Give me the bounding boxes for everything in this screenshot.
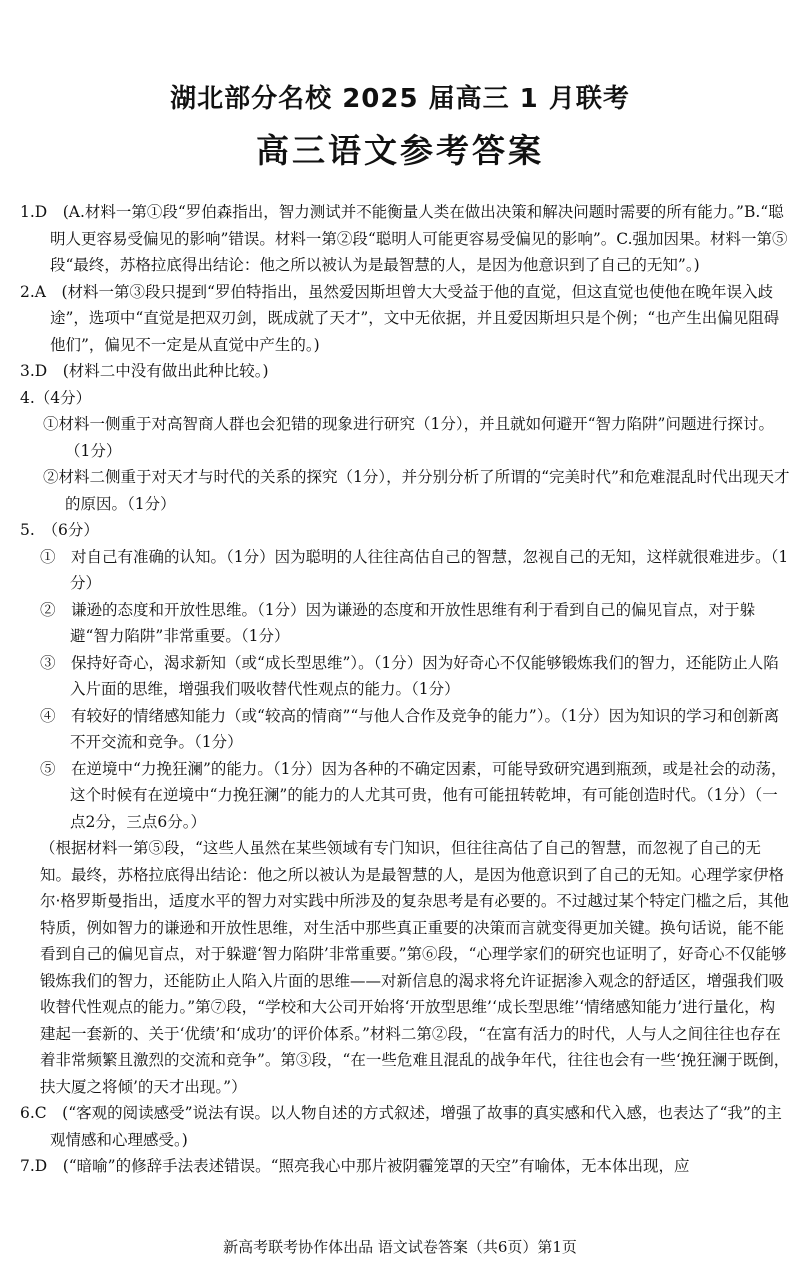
point-marker: ④ bbox=[40, 706, 56, 725]
point-marker: ⑤ bbox=[40, 759, 56, 778]
answer-4-point-1: ①材料一侧重于对高智商人群也会犯错的现象进行研究（1分），并且就如何避开“智力陷阱”问题进行探讨。（1分） bbox=[43, 415, 774, 460]
answer-body bbox=[20, 199, 790, 1180]
answer-3: 3.D (材料二中没有做出此种比较。) bbox=[20, 362, 269, 380]
point-text: 保持好奇心，渴求新知（或“成长型思维”）。（1分）因为好奇心不仅能够锻炼我们的智力，还能防止人陷入片面的思维，增强我们吸收替代性观点的能力。（1分） bbox=[70, 653, 779, 698]
page-footer: 新高考联考协作体出品 语文试卷答案（共6页）第1页 bbox=[223, 1238, 577, 1256]
answer-5-point-4 bbox=[20, 703, 790, 756]
answer-2: 2.A (材料一第③段只提到“罗伯特指出，虽然爱因斯坦曾大大受益于他的直觉，但这直觉也使他在晚年误入歧途”，选项中“直觉是把双刃剑，既成就了天才”，文中无依据，并且爱因斯坦只是个例；“也产生出偏见阻碍他们”，偏见不一定是从直觉中产生的。) bbox=[20, 282, 780, 354]
answer-6: 6.C (“客观的阅读感受”说法有误。以人物自述的方式叙述，增强了故事的真实感和代入感，也表达了“我”的主观情感和心理感受。) bbox=[20, 1104, 782, 1149]
point-marker: ② bbox=[40, 600, 56, 619]
answer-1: 1.D (A.材料一第①段“罗伯森指出，智力测试并不能衡量人类在做出决策和解决问题时需要的所有能力。”B.“聪明人更容易受偏见的影响”错误。材料一第②段“聪明人可能更容易受偏见的影响”。C.强加因果。材料一第⑤段“最终，苏格拉底得出结论：他之所以被认为是最智慧的人，是因为他意识到了自己的无知”。) bbox=[20, 203, 788, 274]
point-text: 有较好的情绪感知能力（或“较高的情商”“与他人合作及竞争的能力”）。（1分）因为知识的学习和创新离不开交流和竞争。（1分） bbox=[70, 706, 780, 751]
point-text: 在逆境中“力挽狂澜”的能力。（1分）因为各种的不确定因素，可能导致研究遇到瓶颈，或是社会的动荡，这个时候有在逆境中“力挽狂澜”的能力的人尤其可贵，他有可能扭转乾坤，有可能创造时代。（1分）（一点2分，三点6分。） bbox=[70, 759, 787, 831]
answer-7: 7.D (“暗喻”的修辞手法表述错误。“照亮我心中那片被阴霾笼罩的天空”有喻体，无本体出现，应 bbox=[20, 1157, 690, 1175]
answer-4-point-2: ②材料二侧重于对天才与时代的关系的探究（1分），并分别分析了所谓的“完美时代”和危难混乱时代出现天才的原因。（1分） bbox=[43, 468, 790, 513]
answer-5-point-3 bbox=[20, 650, 790, 703]
answer-5-heading: 5. （6分） bbox=[20, 521, 99, 539]
answer-5-note: （根据材料一第⑤段，“这些人虽然在某些领域有专门知识，但往往高估了自己的智慧，而忽视了自己的无知。最终，苏格拉底得出结论：他之所以被认为是最智慧的人，是因为他意识到了自己的无知。心理学家伊格尔·格罗斯曼指出，适度水平的智力对实践中所涉及的复杂思考是有必要的。不过越过某个特定门槛之后，其他特质，例如智力的谦逊和开放性思维，对生活中那些真正重要的决策而言就变得更加关键。换句话说，能不能看到自己的偏见盲点，对于躲避‘智力陷阱’非常重要。”第⑥段，“心理学家们的研究也证明了，好奇心不仅能够锻炼我们的智力，还能防止人陷入片面的思维——对新信息的渴求将允许证据渗入观念的舒适区，增强我们吸收替代性观点的能力。”第⑦段，“学校和大公司开始将‘开放型思维’‘成长型思维’‘情绪感知能力’进行量化，构建起一套新的、关于‘优绩’和‘成功’的评价体系。”材料二第②段，“在富有活力的时代，人与人之间往往也存在着非常频繁且激烈的交流和竞争”。第③段，“在一些危难且混乱的战争年代，往往也会有一些‘挽狂澜于既倒，扶大厦之将倾’的天才出现。”） bbox=[40, 839, 790, 1096]
point-marker: ③ bbox=[40, 653, 56, 672]
answer-5-point-1 bbox=[20, 544, 790, 597]
exam-title: 湖北部分名校 2025 届高三 1 月联考 bbox=[170, 84, 630, 114]
point-text: 谦逊的态度和开放性思维。（1分）因为谦逊的态度和开放性思维有利于看到自己的偏见盲点，对于躲避“智力陷阱”非常重要。（1分） bbox=[70, 600, 756, 645]
point-marker: ① bbox=[40, 547, 56, 566]
answer-key-title: 高三语文参考答案 bbox=[256, 131, 544, 170]
answer-5-point-5 bbox=[20, 756, 790, 836]
answer-4-heading: 4.（4分） bbox=[20, 388, 92, 407]
answer-5-point-2 bbox=[20, 597, 790, 650]
point-text: 对自己有准确的认知。（1分）因为聪明的人往往高估自己的智慧，忽视自己的无知，这样就很难进步。（1分） bbox=[70, 547, 789, 592]
